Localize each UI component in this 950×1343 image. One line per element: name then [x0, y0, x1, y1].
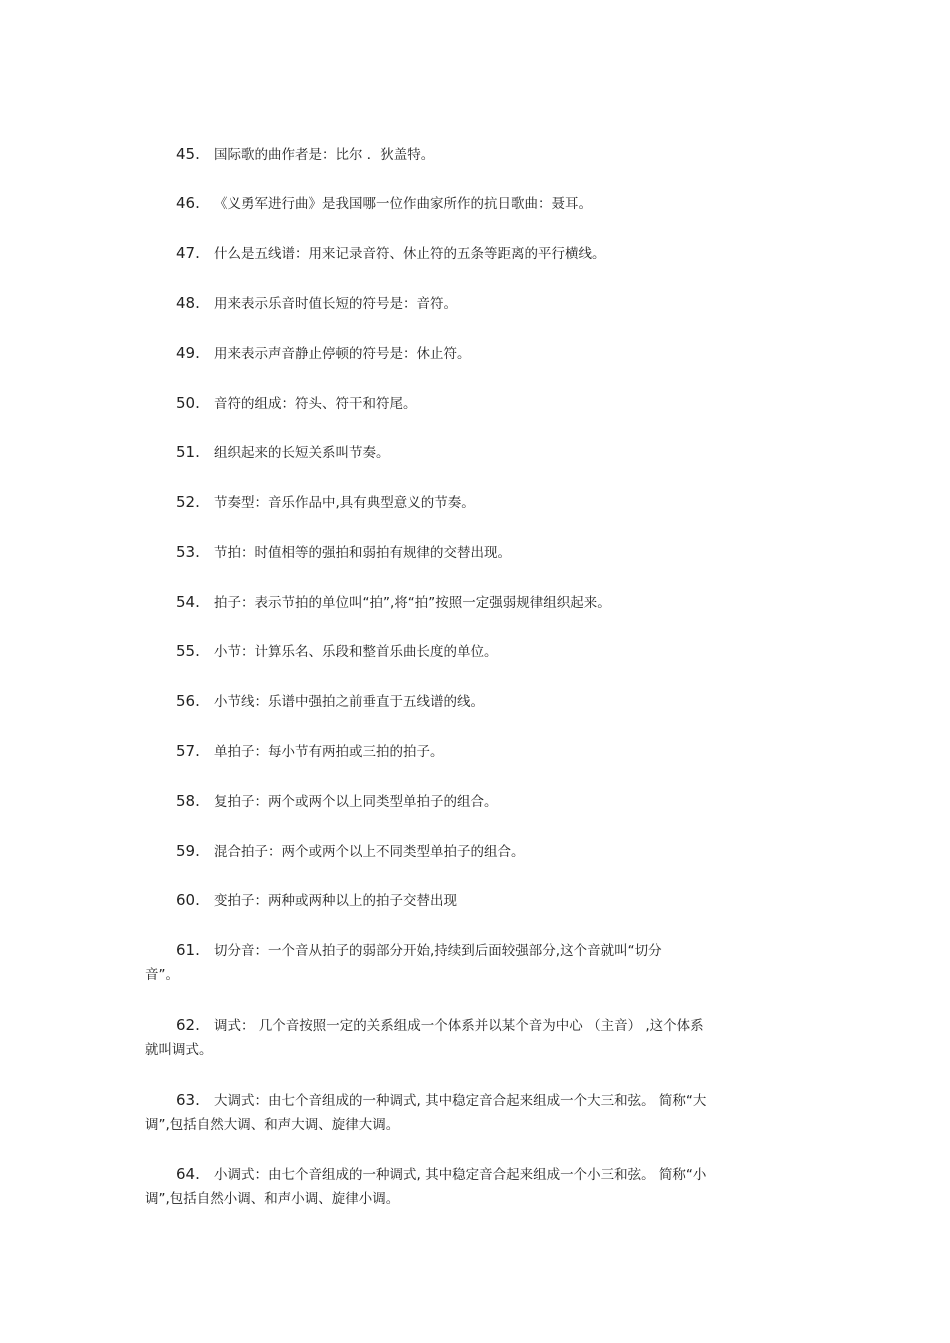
item-text: 小调式：由七个音组成的一种调式, 其中稳定音合起来组成一个小三和弦。 简称“小 — [214, 1167, 707, 1183]
item-number: 54. — [176, 593, 200, 611]
item-number: 52. — [176, 493, 200, 511]
item-number: 46. — [176, 194, 200, 212]
item-text: 用来表示声音静止停顿的符号是：休止符。 — [214, 346, 471, 362]
item-text: 《义勇军进行曲》是我国哪一位作曲家所作的抗日歌曲：聂耳。 — [214, 196, 592, 212]
item-text: 国际歌的曲作者是：比尔 ．狄盖特。 — [214, 147, 435, 163]
item-text: 组织起来的长短关系叫节奏。 — [214, 445, 390, 461]
item-text: 节拍：时值相等的强拍和弱拍有规律的交替出现。 — [214, 545, 511, 561]
item-text-continuation: 音”。 — [145, 967, 179, 983]
item-number: 57. — [176, 742, 200, 760]
item-number: 62. — [176, 1016, 200, 1034]
item-number: 58. — [176, 792, 200, 810]
item-text-continuation: 调”,包括自然大调、和声大调、旋律大调。 — [145, 1117, 400, 1133]
item-text: 小节：计算乐名、乐段和整首乐曲长度的单位。 — [214, 644, 498, 660]
item-number: 64. — [176, 1165, 200, 1183]
item-number: 50. — [176, 394, 200, 412]
item-text-continuation: 调”,包括自然小调、和声小调、旋律小调。 — [145, 1191, 400, 1207]
item-number: 55. — [176, 642, 200, 660]
item-number: 60. — [176, 891, 200, 909]
item-text: 调式： 几个音按照一定的关系组成一个体系并以某个音为中心 （主音） ,这个体系 — [214, 1018, 704, 1034]
item-number: 45. — [176, 145, 200, 163]
item-text: 什么是五线谱：用来记录音符、休止符的五条等距离的平行横线。 — [214, 246, 606, 262]
item-text: 用来表示乐音时值长短的符号是：音符。 — [214, 296, 457, 312]
item-number: 63. — [176, 1091, 200, 1109]
item-number: 51. — [176, 443, 200, 461]
item-text: 音符的组成：符头、符干和符尾。 — [214, 396, 417, 412]
item-number: 48. — [176, 294, 200, 312]
item-text: 拍子：表示节拍的单位叫“拍”,将“拍”按照一定强弱规律组织起来。 — [214, 595, 611, 611]
item-number: 56. — [176, 692, 200, 710]
item-number: 47. — [176, 244, 200, 262]
item-number: 53. — [176, 543, 200, 561]
item-number: 49. — [176, 344, 200, 362]
item-number: 61. — [176, 941, 200, 959]
item-text: 复拍子：两个或两个以上同类型单拍子的组合。 — [214, 794, 498, 810]
item-text: 变拍子：两种或两种以上的拍子交替出现 — [214, 893, 457, 909]
item-text: 单拍子：每小节有两拍或三拍的拍子。 — [214, 744, 444, 760]
item-text: 切分音：一个音从拍子的弱部分开始,持续到后面较强部分,这个音就叫“切分 — [214, 943, 662, 959]
item-text: 混合拍子：两个或两个以上不同类型单拍子的组合。 — [214, 844, 525, 860]
item-text: 大调式：由七个音组成的一种调式, 其中稳定音合起来组成一个大三和弦。 简称“大 — [214, 1093, 707, 1109]
item-text: 节奏型：音乐作品中,具有典型意义的节奏。 — [214, 495, 475, 511]
item-text-continuation: 就叫调式。 — [145, 1042, 213, 1058]
item-number: 59. — [176, 842, 200, 860]
item-text: 小节线：乐谱中强拍之前垂直于五线谱的线。 — [214, 694, 484, 710]
